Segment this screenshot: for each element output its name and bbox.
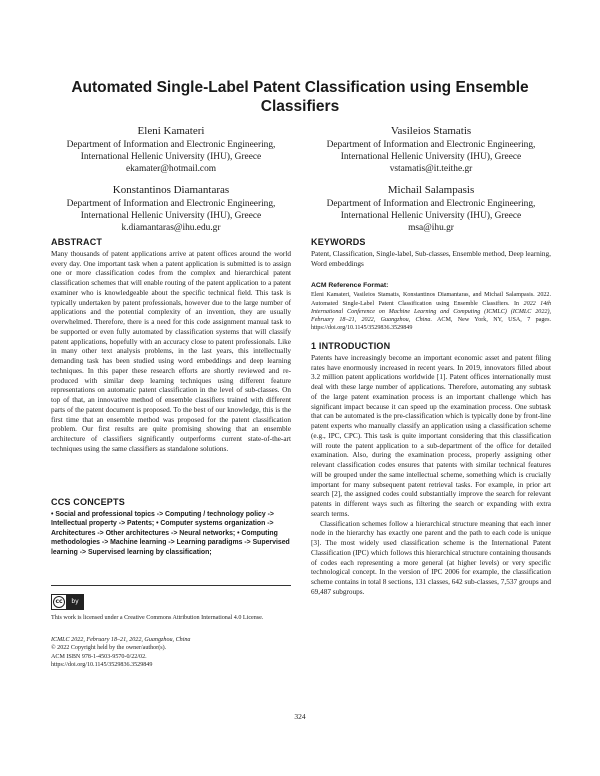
ccs-text: • Social and professional topics -> Computing / technology policy -> Intellectual property -> Patents; • Computer systems organization -> Architectures -> Other architectures -> Neural networks; • Computing methodologies -> Machine learning -> Learning paradigms -> Supervised learning -> Supervised learning by classification; bbox=[51, 510, 290, 556]
ccs-heading: CCS CONCEPTS bbox=[51, 497, 125, 507]
author-email[interactable]: vstamatis@it.teithe.gr bbox=[389, 164, 473, 174]
author-university: International Hellenic University (IHU), Greece bbox=[80, 211, 262, 221]
keywords-heading: KEYWORDS bbox=[311, 237, 366, 247]
isbn-line: ACM ISBN 978-1-4503-9570-0/22/02. bbox=[51, 653, 147, 660]
author-name: Eleni Kamateri bbox=[137, 125, 205, 137]
reference-rest: ACM, New York, NY, USA, 7 pages. https://doi.org/10.1145/3529836.3529849 bbox=[311, 317, 551, 332]
doi-link[interactable]: https://doi.org/10.1145/3529836.3529849 bbox=[51, 661, 153, 668]
abstract-text: Many thousands of patent applications arrive at patent offices around the world every day. One important task when a patent application is submitted is to assign one or more classification codes from the complex and hierarchical patent classification schemes that will enable routing of the patent application to a patent examiner who is knowledgeable about the specific technical field. This task is typically undertaken by patent professionals, however due to the large number of applications and the potential complexity of an invention, they are usually overwhelmed. Therefore, there is a need for this code assignment manual task to be supported or even fully automated by classification systems that will classify patent applications, hopefully with an accuracy close to patent professionals. Like in many other text analysis problems, in the last years, this intellectually demanding task has been studied using word embeddings and deep learning techniques. In this paper these research efforts are shortly reviewed and re-produced with similar deep learning techniques using different feature representations on automatic patent classification in the level of sub-classes. On top of that, an innovative method of ensemble classifiers trained with different parts of the patent document is proposed. To the best of our knowledge, this is the first time that an ensemble method was proposed for the patent classification problem. Our first results are quite promising showing that an ensemble architecture of classifiers significantly outperforms current state-of-the-art techniques using the same classifiers as standalone solutions. bbox=[51, 249, 291, 453]
author-department: Department of Information and Electronic Engineering, bbox=[66, 199, 276, 209]
author-block bbox=[36, 124, 306, 175]
introduction-section bbox=[311, 342, 551, 598]
reference-venue: 2022 14th International Conference on Machine Learning and Computing (ICMLC) (ICMLC 2022), February 18–21, 2022, Guangzhou, China. bbox=[311, 300, 551, 324]
introduction-paragraph: Classification schemes follow a hierarchical structure meaning that each inner node in the hierarchy has exactly one parent and the path to each code is unique [3]. The most widely used classification scheme is the International Patent Classification (IPC) which follows this hierarchical structure containing thousands of codes each representing a more general (at higher levels) or very specific technological concept. In the version of IPC 2006 for example, the classification scheme contains in total 8 sections, 131 classes, 642 sub-classes, 7,537 groups and 69,487 subgroups. bbox=[311, 519, 551, 596]
author-email[interactable]: ekamater@hotmail.com bbox=[125, 164, 217, 174]
author-university: International Hellenic University (IHU), Greece bbox=[80, 152, 262, 162]
license-text: This work is licensed under a Creative Commons Attribution International 4.0 License. bbox=[51, 615, 264, 621]
cc-logo: cc bbox=[53, 596, 65, 608]
footnote-divider bbox=[51, 585, 291, 586]
author-block bbox=[296, 183, 566, 234]
copyright-line: © 2022 Copyright held by the owner/author(s). bbox=[51, 645, 167, 652]
author-email[interactable]: k.diamantaras@ihu.edu.gr bbox=[121, 223, 221, 233]
reference-heading: ACM Reference Format: bbox=[311, 282, 389, 289]
author-department: Department of Information and Electronic Engineering, bbox=[66, 140, 276, 150]
by-attribution-icon: by bbox=[67, 595, 83, 609]
author-email[interactable]: msa@ihu.gr bbox=[408, 223, 454, 233]
author-university: International Hellenic University (IHU), Greece bbox=[340, 211, 522, 221]
introduction-heading: 1 INTRODUCTION bbox=[311, 341, 391, 351]
conference-info bbox=[51, 636, 291, 669]
introduction-paragraph: Patents have increasingly become an important economic asset and patent filing rates have enormously increased in recent years. In 2019, innovators filled about 3.2 million patent applications worldwide [1]. Patent offices internationally must deal with these large number of applications. Therefore, automating any subtask of the large patent examination process is an important challenge which has significant impact because it can speed up the examination process. One subtask that can be automated is the pre-classification which is typically done by front-line patent experts who manually classify an application using a classification scheme (e.g., IPC, CPC). This task is quite important considering that this classification will route the patent application to a sub-department of the office for detailed examination. Also, during the examination process, properly assigning other relevant classification codes ensures that patents with similar technical features will be grouped under the same intellectual scheme, something which is crucially important for many subsequent patent retrieval tasks. For example, in prior art search [2], the assigned codes could substantially improve the search for relevant patents in different ways such as filtering the search or expanding with extra search terms. bbox=[311, 353, 551, 518]
reference-format bbox=[311, 282, 551, 333]
author-name: Vasileios Stamatis bbox=[390, 125, 472, 137]
paper-title: Automated Single-Label Patent Classification using Ensemble Classifiers bbox=[71, 79, 529, 115]
abstract-heading: ABSTRACT bbox=[51, 237, 103, 247]
conference-line: ICMLC 2022, February 18–21, 2022, Guangzhou, China bbox=[51, 637, 191, 643]
author-name: Konstantinos Diamantaras bbox=[112, 184, 230, 196]
author-university: International Hellenic University (IHU), Greece bbox=[340, 152, 522, 162]
page-number: 324 bbox=[294, 712, 306, 721]
reference-authors: Eleni Kamateri, Vasileios Stamatis, Konstantinos Diamantaras, and Michail Salampasis. 2022. Automated Single-Label Patent Classification using Ensemble Classifiers. In bbox=[311, 292, 551, 307]
ccs-section bbox=[51, 498, 291, 557]
keywords-section bbox=[311, 238, 551, 269]
creative-commons-icon[interactable] bbox=[51, 594, 84, 610]
author-block bbox=[296, 124, 566, 175]
license-block bbox=[51, 594, 291, 622]
author-department: Department of Information and Electronic Engineering, bbox=[326, 140, 536, 150]
author-name: Michail Salampasis bbox=[387, 184, 475, 196]
abstract-section bbox=[51, 238, 291, 455]
author-department: Department of Information and Electronic Engineering, bbox=[326, 199, 536, 209]
keywords-text: Patent, Classification, Single-label, Sub-classes, Ensemble method, Deep learning, Word embeddings bbox=[311, 249, 551, 268]
author-block bbox=[36, 183, 306, 234]
